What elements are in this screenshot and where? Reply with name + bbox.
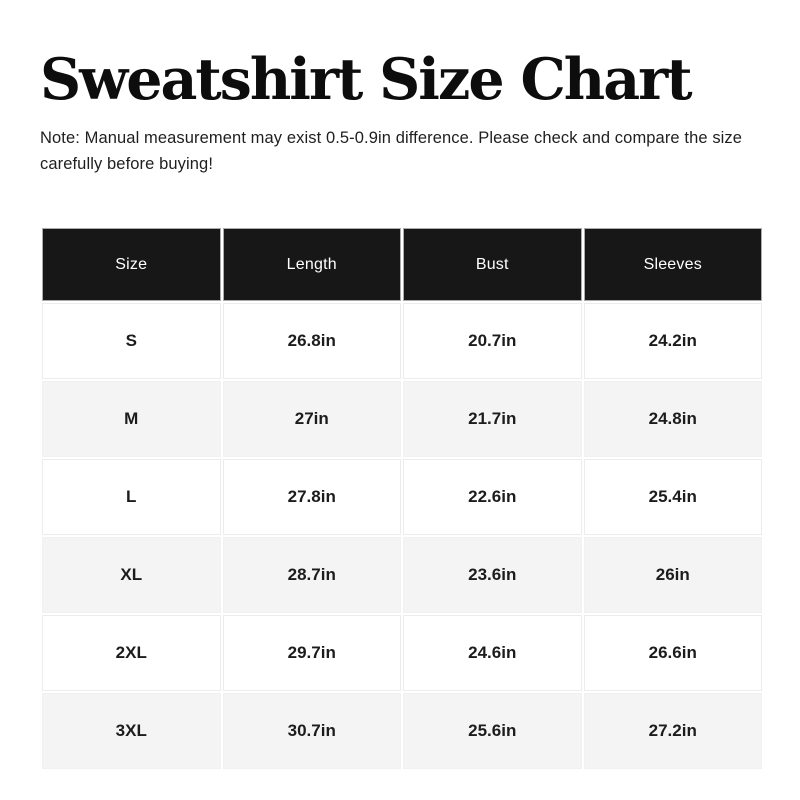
value-cell: 21.7in xyxy=(403,381,582,457)
header-cell-bust: Bust xyxy=(403,228,582,301)
value-cell: 24.2in xyxy=(584,303,763,379)
value-cell: 23.6in xyxy=(403,537,582,613)
table-row-m xyxy=(42,381,762,457)
value-cell: 25.6in xyxy=(403,693,582,769)
value-cell: 26.8in xyxy=(223,303,402,379)
header-cell-size: Size xyxy=(42,228,221,301)
value-cell: 20.7in xyxy=(403,303,582,379)
header-row xyxy=(42,228,762,301)
value-cell: 27in xyxy=(223,381,402,457)
value-cell: 26in xyxy=(584,537,763,613)
table-row-l xyxy=(42,459,762,535)
value-cell: 26.6in xyxy=(584,615,763,691)
value-cell: 27.8in xyxy=(223,459,402,535)
table-row-2xl xyxy=(42,615,762,691)
header-cell-length: Length xyxy=(223,228,402,301)
value-cell: 22.6in xyxy=(403,459,582,535)
size-cell: L xyxy=(42,459,221,535)
value-cell: 24.6in xyxy=(403,615,582,691)
value-cell: 24.8in xyxy=(584,381,763,457)
value-cell: 30.7in xyxy=(223,693,402,769)
value-cell: 27.2in xyxy=(584,693,763,769)
size-cell: XL xyxy=(42,537,221,613)
page-title: Sweatshirt Size Chart xyxy=(40,46,691,113)
size-table xyxy=(40,226,764,771)
table-row-3xl xyxy=(42,693,762,769)
size-cell: 3XL xyxy=(42,693,221,769)
table-row-s xyxy=(42,303,762,379)
size-cell: M xyxy=(42,381,221,457)
header-cell-sleeves: Sleeves xyxy=(584,228,763,301)
size-cell: S xyxy=(42,303,221,379)
value-cell: 29.7in xyxy=(223,615,402,691)
value-cell: 25.4in xyxy=(584,459,763,535)
size-cell: 2XL xyxy=(42,615,221,691)
note-text: Note: Manual measurement may exist 0.5-0.9in difference. Please check and compare the size carefully before buying! xyxy=(40,129,743,174)
value-cell: 28.7in xyxy=(223,537,402,613)
table-row-xl xyxy=(42,537,762,613)
